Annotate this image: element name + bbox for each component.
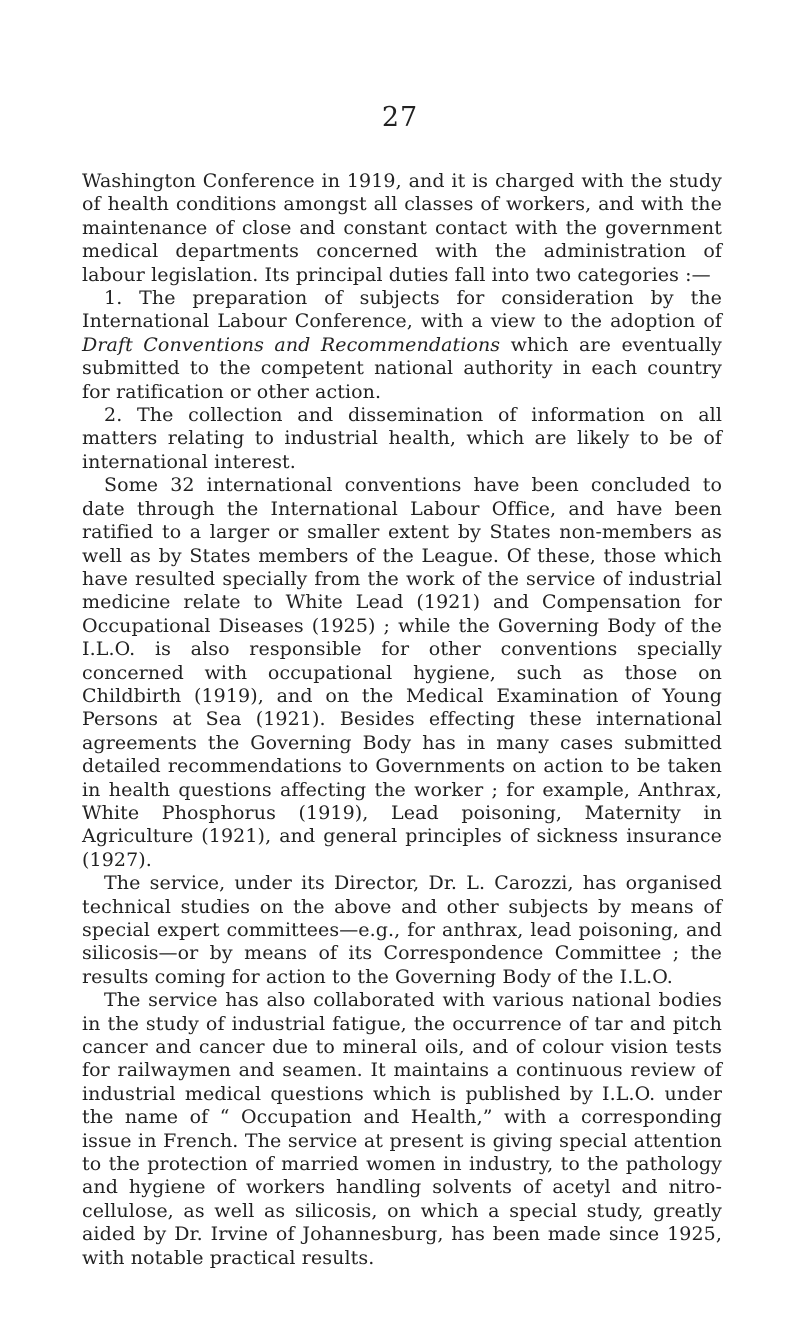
duty-1-emphasis: Draft Conventions and Recommendations [82,333,501,356]
paragraph-duty-1 [82,287,722,404]
paragraph-service-director: The service, under its Director, Dr. L. Carozzi, has organised technical studies on the above and other subjects by means of special expert committees—e.g., for anthrax, lead poisoning, and silicosis—or by means of its Correspondence Committee ; the results coming for action to the Governing Body of the I.L.O. [82,872,722,988]
page-number: 27 [381,102,419,133]
paragraph-collaboration: The service has also collaborated with various national bodies in the study of industrial fatigue, the occurrence of tar and pitch cancer and cancer due to mineral oils, and of colour vision tests for railwaymen and seamen. It maintains a continuous review of industrial medical questions which is published by I.L.O. under the name of “ Occupation and Health,” with a corresponding issue in French. The service at present is giving special attention to the protection of married women in industry, to the pathology and hygiene of workers handling solvents of acetyl and nitro-cellulose, as well as silicosis, on which a special study, greatly aided by Dr. Irvine of Johannesburg, has been made since 1925, with notable practical results. [82,989,722,1269]
duty-1-text-before: 1. The preparation of subjects for consideration by the International Labour Conference, with a view to the adoption of [82,287,722,333]
paragraph-conventions: Some 32 international conventions have been concluded to date through the International Labour Office, and have been ratified to a larger or smaller extent by States non-members as well as by States members of the League. Of these, those which have resulted specially from the work of the service of industrial medicine relate to White Lead (1921) and Compensation for Occupational Diseases (1925) ; while the Governing Body of the I.L.O. is also responsible for other conventions specially concerned with occupational hygiene, such as those on Childbirth (1919), and on the Medical Examination of Young Persons at Sea (1921). Besides effecting these international agreements the Governing Body has in many cases submitted detailed recommendations to Governments on action to be taken in health questions affecting the worker ; for example, Anthrax, White Phosphorus (1919), Lead poisoning, Maternity in Agriculture (1921), and general principles of sickness insurance (1927). [82,474,722,871]
paragraph-continuation: Washington Conference in 1919, and it is charged with the study of health conditions amongst all classes of workers, and with the maintenance of close and constant contact with the government medical departments concerned with the administration of labour legislation. Its principal duties fall into two categories :— [82,170,722,286]
duty-1-text-after: which are eventually submitted to the competent national authority in each country for ratification or other action. [82,333,722,403]
body-text [82,170,722,1270]
paragraph-duty-2: 2. The collection and dissemination of information on all matters relating to industrial health, which are likely to be of international interest. [82,404,722,473]
